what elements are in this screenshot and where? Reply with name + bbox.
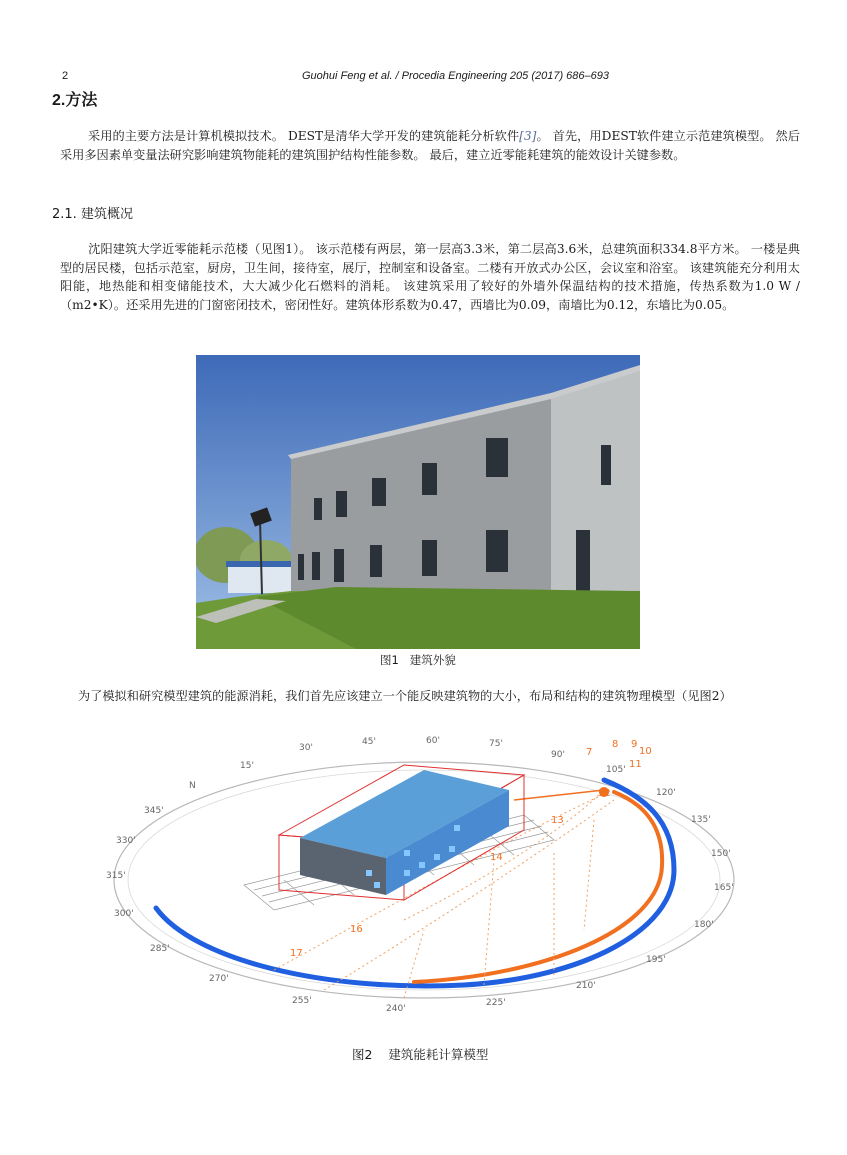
paragraph-method <box>60 127 800 164</box>
figure2-caption <box>352 1045 488 1063</box>
hour-8: 8 <box>612 739 619 750</box>
paragraph-overview-text: 沈阳建筑大学近零能耗示范楼（见图1）。 该示范楼有两层，第一层高3.3米，第二层高3.6米，总建筑面积334.8平方米。 一楼是典型的居民楼，包括示范室，厨房，卫生间，接待室，展厅，控制室和设备室。二楼有开放式办公区，会议室和浴室。 该建筑能充分利用太阳能，地热能和相变储能技术，大大减少化石燃料的消耗。 该建筑采用了较好的外墙外保温结构的技术措施，传热系数为1.0 W /（m2•K）。还采用先进的门窗密闭技术，密闭性好。建筑体形系数为0.47，西墙比为0.09，南墙比为0.12，东墙比为0.05。 <box>60 242 800 312</box>
azimuth-330: 330' <box>116 836 136 846</box>
azimuth-270: 270' <box>209 974 229 984</box>
hour-11: 11 <box>629 759 642 770</box>
azimuth-225: 225' <box>486 998 506 1008</box>
hour-17: 17 <box>290 948 303 959</box>
azimuth-210: 210' <box>576 981 596 991</box>
hour-16: 16 <box>350 924 363 935</box>
azimuth-165: 165' <box>714 883 734 893</box>
figure1-caption <box>380 652 456 668</box>
building-photo <box>196 355 640 649</box>
paragraph-overview <box>60 240 800 314</box>
azimuth-90: 90' <box>551 750 565 760</box>
azimuth-135: 135' <box>691 815 711 825</box>
azimuth-30: 30' <box>299 743 313 753</box>
azimuth-150: 150' <box>711 849 731 859</box>
azimuth-75: 75' <box>489 739 503 749</box>
page-number: 2 <box>62 70 69 82</box>
journal-header: Guohui Feng et al. / Procedia Engineering 205 (2017) 686–693 <box>302 70 609 82</box>
azimuth-105: 105' <box>606 765 626 775</box>
paragraph-method-text-a: 采用的主要方法是计算机模拟技术。 DEST是清华大学开发的建筑能耗分析软件 <box>88 129 520 143</box>
paragraph-model <box>78 687 798 706</box>
figure1-label: 图1 <box>380 653 399 667</box>
azimuth-195: 195' <box>646 955 666 965</box>
section-heading <box>52 87 97 110</box>
azimuth-60: 60' <box>426 736 440 746</box>
subsection-heading <box>52 203 133 222</box>
section-title: 方法 <box>65 90 98 109</box>
azimuth-45: 45' <box>362 737 376 747</box>
hour-9: 9 <box>631 739 638 750</box>
azimuth-240: 240' <box>386 1004 406 1014</box>
azimuth-315: 315' <box>106 871 126 881</box>
hour-12: 12 <box>598 788 611 799</box>
hour-14: 14 <box>490 852 503 863</box>
subsection-number: 2.1. <box>52 207 77 222</box>
energy-model-diagram <box>104 730 744 1030</box>
azimuth-255: 255' <box>292 996 312 1006</box>
paragraph-model-text: 为了模拟和研究模型建筑的能源消耗，我们首先应该建立一个能反映建筑物的大小，布局和结构的建筑物理模型（见图2） <box>78 689 732 703</box>
paragraph-method-text-b: 。 首先，用DEST软件建立示范建筑模型。 然后采用多因素单变量法研究影响建筑物能耗的建筑围护结构性能参数。 最后，建立近零能耗建筑的能效设计关键参数。 <box>60 129 800 162</box>
azimuth-180: 180' <box>694 920 714 930</box>
figure1-title: 建筑外貌 <box>409 653 456 667</box>
azimuth-15: 15' <box>240 761 254 771</box>
subsection-title: 建筑概况 <box>80 207 133 222</box>
azimuth-345: 345' <box>144 806 164 816</box>
azimuth-120: 120' <box>656 788 676 798</box>
section-number: 2. <box>52 92 66 109</box>
azimuth-300: 300' <box>114 909 134 919</box>
azimuth-285: 285' <box>150 944 170 954</box>
figure2-title: 建筑能耗计算模型 <box>388 1047 489 1062</box>
citation-link[interactable]: [3] <box>519 129 537 143</box>
north-label: N <box>189 781 196 791</box>
hour-13: 13 <box>551 815 564 826</box>
figure2-label: 图2 <box>352 1047 373 1062</box>
hour-10: 10 <box>639 746 652 757</box>
hour-7: 7 <box>586 747 593 758</box>
